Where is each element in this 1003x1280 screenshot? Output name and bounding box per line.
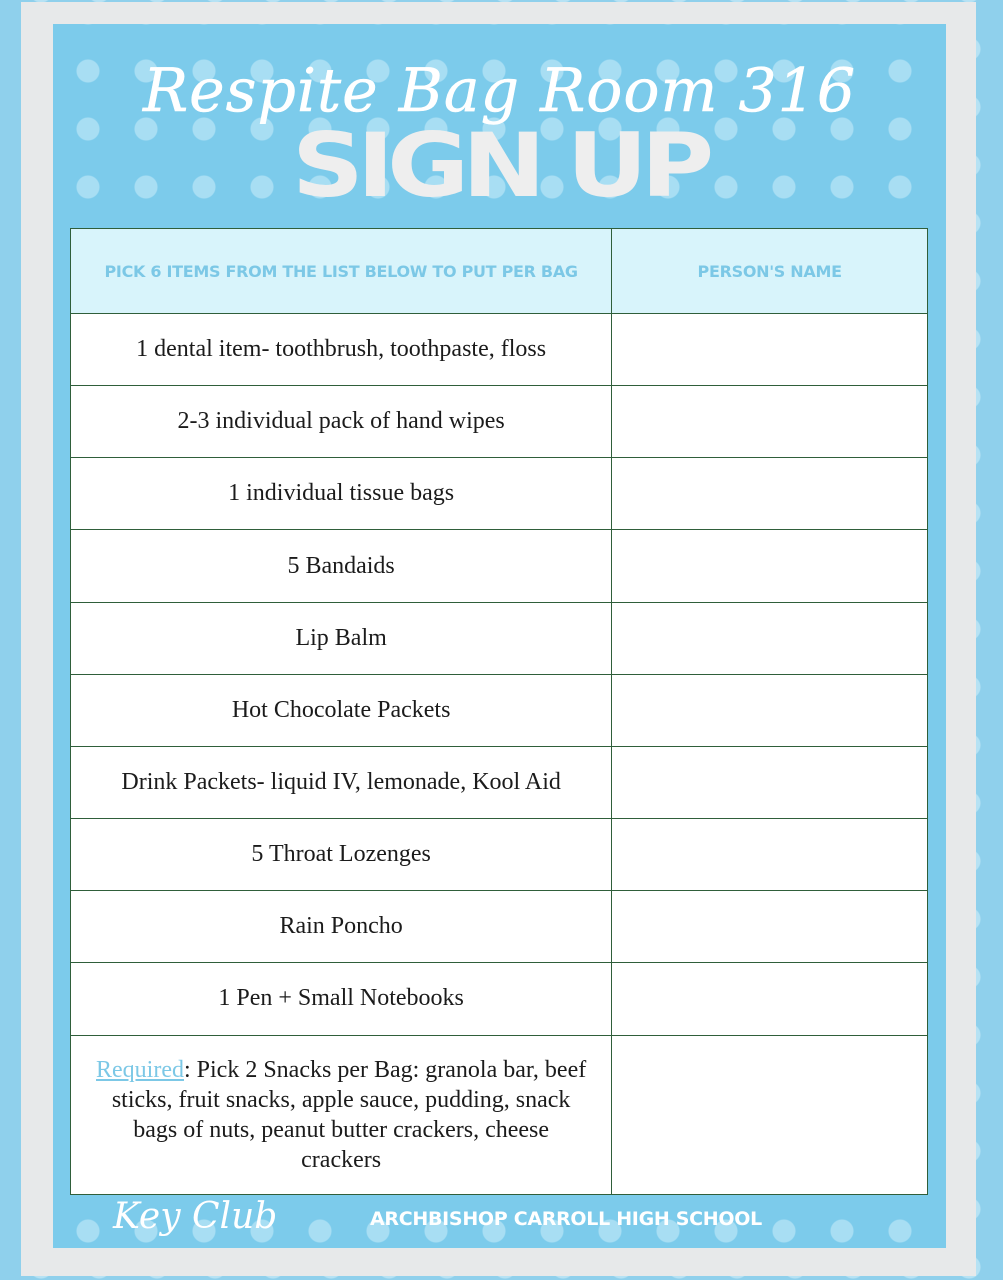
table-header-row <box>71 229 928 314</box>
name-cell[interactable] <box>612 1035 928 1194</box>
table-row <box>71 386 928 458</box>
table-row <box>71 530 928 602</box>
item-cell: Hot Chocolate Packets <box>71 674 612 746</box>
required-item-cell <box>71 1035 612 1194</box>
column-header-name: PERSON'S NAME <box>612 229 928 314</box>
name-cell[interactable] <box>612 386 928 458</box>
signup-table <box>70 228 928 1195</box>
table-row <box>71 963 928 1035</box>
table-row <box>71 602 928 674</box>
item-cell: 5 Bandaids <box>71 530 612 602</box>
name-cell[interactable] <box>612 746 928 818</box>
item-cell: Rain Poncho <box>71 891 612 963</box>
item-cell: 1 dental item- toothbrush, toothpaste, floss <box>71 314 612 386</box>
key-club-logo-text: Key Club <box>113 1196 278 1237</box>
table-row <box>71 674 928 746</box>
name-cell[interactable] <box>612 674 928 746</box>
required-link[interactable]: Required <box>96 1056 184 1083</box>
table-row <box>71 314 928 386</box>
item-cell: 2-3 individual pack of hand wipes <box>71 386 612 458</box>
column-header-items: PICK 6 ITEMS FROM THE LIST BELOW TO PUT PER BAG <box>71 229 612 314</box>
item-cell: Lip Balm <box>71 602 612 674</box>
name-cell[interactable] <box>612 819 928 891</box>
item-cell: 1 individual tissue bags <box>71 458 612 530</box>
table-row <box>71 891 928 963</box>
page-title: Respite Bag Room 316 <box>142 56 857 126</box>
table-row <box>71 458 928 530</box>
required-snacks-row <box>71 1035 928 1194</box>
item-cell: Drink Packets- liquid IV, lemonade, Kool Aid <box>71 746 612 818</box>
item-cell: 1 Pen + Small Notebooks <box>71 963 612 1035</box>
name-cell[interactable] <box>612 963 928 1035</box>
school-name: ARCHBISHOP CARROLL HIGH SCHOOL <box>370 1208 762 1230</box>
name-cell[interactable] <box>612 891 928 963</box>
table-row <box>71 746 928 818</box>
name-cell[interactable] <box>612 314 928 386</box>
name-cell[interactable] <box>612 602 928 674</box>
item-cell: 5 Throat Lozenges <box>71 819 612 891</box>
signup-poster <box>53 24 946 1248</box>
required-item-text: : Pick 2 Snacks per Bag: granola bar, beef sticks, fruit snacks, apple sauce, pudding, snack bags of nuts, peanut butter crackers, cheese crackers <box>111 1056 587 1173</box>
signup-heading: SIGN UP <box>291 114 708 218</box>
table-row <box>71 819 928 891</box>
name-cell[interactable] <box>612 530 928 602</box>
name-cell[interactable] <box>612 458 928 530</box>
